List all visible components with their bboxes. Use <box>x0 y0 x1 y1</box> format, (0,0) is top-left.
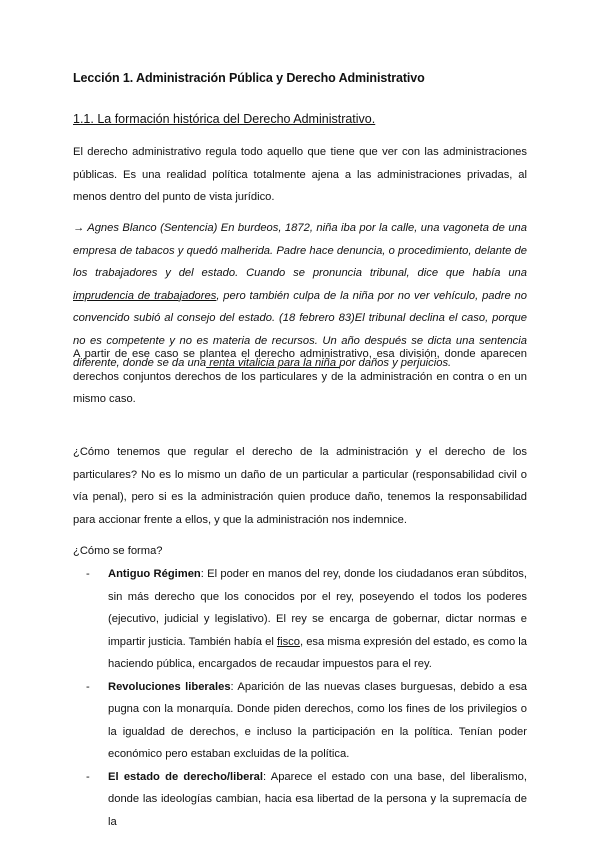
list-item <box>86 563 527 676</box>
dash-bullet: - <box>86 770 90 783</box>
case-underline-1: imprudencia de trabajadores <box>73 289 217 302</box>
history-list <box>86 563 527 833</box>
case-text-2: , pero también culpa de la niña por no ver vehículo, padre no convencido subió al consejo del estado. (18 febrero 83)El tribunal declina el caso, porque no es competente y no es materia de recursos. Un año después se dicta una sentencia diferente, donde se da una <box>73 289 528 369</box>
item-underline: fisco <box>276 635 300 648</box>
page-title: Lección 1. Administración Pública y Derecho Administrativo <box>73 71 425 85</box>
intro-text: El derecho administrativo regula todo aquello que tiene que ver con las administraciones públicas. Es una realidad política totalmente ajena a las administraciones privadas, al menos dentro del punto de vista jurídico. <box>73 146 527 203</box>
regulation-text: ¿Cómo tenemos que regular el derecho de la administración y el derecho de los particulares? No es lo mismo un daño de un particular a particular (responsabilidad civil o vía penal), pero si es la administración quien produce daño, tenemos la responsabilidad para accionar frente a ellos, y que la administración nos indemnice. <box>73 446 527 526</box>
section-heading: 1.1. La formación histórica del Derecho Administrativo. <box>73 112 376 126</box>
item-heading: Revoluciones liberales <box>108 680 231 693</box>
paragraph-origin <box>73 343 527 411</box>
item-text-2: , esa misma expresión del estado, es como la haciendo pública, encargados de recaudar impuestos para el rey. <box>108 635 528 670</box>
item-text: : Aparición de las nuevas clases burguesas, debido a esa pugna con la monarquía. Donde piden derechos, como los fines de los privilegios o la igualdad de derechos, e incluso la participación en la política. Tenían poder económico pero estaban excluidas de la política. <box>108 680 528 760</box>
list-item <box>86 766 527 834</box>
list-item <box>86 676 527 766</box>
item-heading: Antiguo Régimen <box>108 568 201 580</box>
item-text: : Aparece el estado con una base, del liberalismo, donde las ideologías cambian, hacia esa libertad de la persona y la supremacía de la <box>108 770 527 828</box>
case-underline-2: renta vitalicia para la niña <box>206 357 340 369</box>
intro-paragraph <box>73 141 527 209</box>
item-text: : El poder en manos del rey, donde los ciudadanos eran súbditos, sin más derecho que los conocidos por el rey, poseyendo el todos los poderes (ejecutivo, judicial y legislativo). El rey se encarga de gobernar, dictar normas e impartir justicia. También había el <box>108 568 527 648</box>
case-text-1: → Agnes Blanco (Sentencia) En burdeos, 1872, niña iba por la calle, una vagoneta de una empresa de tabacos y quedó malherida. Padre hace denuncia, o procedimiento, delante de los trabajadores y del estado. Cuando se pronuncia tribunal, dice que había una <box>73 222 527 279</box>
dash-bullet: - <box>86 680 90 693</box>
origin-text: A partir de ese caso se plantea el derecho administrativo, esa división, donde aparecen derechos conjuntos derechos de los particulares y de la administración en contra o en un mismo caso. <box>73 348 527 405</box>
case-text-3: por daños y perjuicios. <box>339 357 452 369</box>
item-heading: El estado de derecho/liberal <box>108 770 263 783</box>
question-heading: ¿Cómo se forma? <box>73 545 163 557</box>
paragraph-regulation <box>73 441 527 531</box>
dash-bullet: - <box>86 568 90 580</box>
